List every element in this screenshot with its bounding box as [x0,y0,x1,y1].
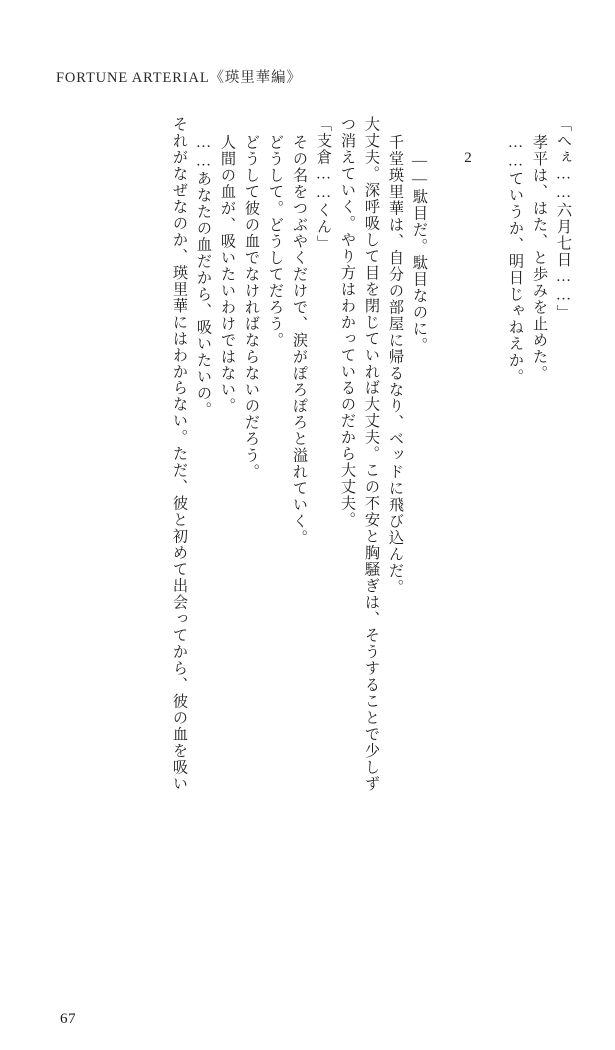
text-column: その名をつぶやくだけで、涙がぽろぽろと溢れていく。 [291,134,308,547]
text-column: 人間の血が、吸いたいわけではない。 [219,134,236,415]
text-column: ――駄目だ。駄目なのに。 [411,152,428,354]
text-column: 大丈夫。深呼吸して目を閉じていれば大丈夫。この不安と胸騒ぎは、そうすることで少しず [363,116,380,793]
text-column: どうして。どうしてだろう。 [267,134,284,349]
text-column: 「支倉……くん」 [315,116,332,252]
text-column: ……あなたの血だから、吸いたいの。 [195,134,212,418]
text-column: それがなぜなのか、瑛里華にはわからない。ただ、彼と初めて出会ってから、彼の血を吸い [171,116,188,793]
text-column: 「へぇ……六月七日……」 [555,116,572,322]
page-number: 67 [60,1011,77,1027]
text-column: 千堂瑛里華は、自分の部屋に帰るなり、ベッドに飛び込んだ。 [387,134,404,596]
vertical-text-body [48,116,571,996]
text-column: つ消えていく。やり方はわかっているのだから大丈夫。 [339,116,356,529]
section-number: 2 [460,150,476,167]
text-column: 孝平は、はた、と歩みを止めた。 [531,134,548,382]
running-header: FORTUNE ARTERIAL《瑛里華編》 [56,70,302,86]
text-column: どうして彼の血でなければならないのだろう。 [243,134,260,481]
text-column: ……ていうか、明日じゃねえか。 [507,134,524,385]
